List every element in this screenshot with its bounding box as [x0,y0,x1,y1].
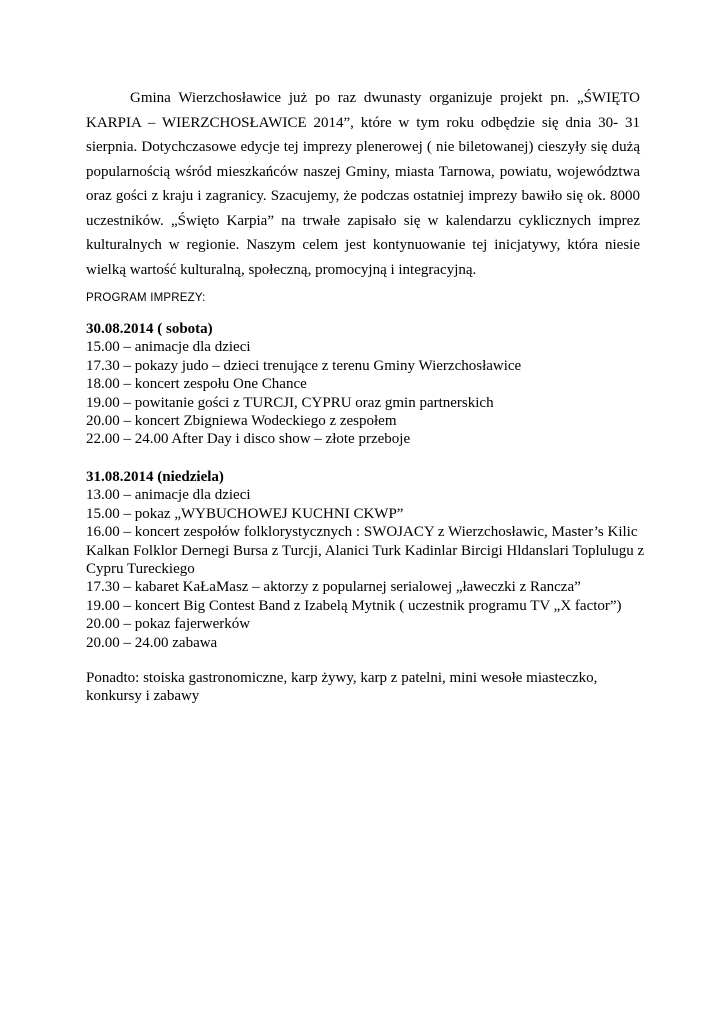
intro-paragraph: Gmina Wierzchosławice już po raz dwunasty organizuje projekt pn. „ŚWIĘTO KARPIA – WIERZCHOSŁAWICE 2014”, które w tym roku odbędzie się dnia 30- 31 sierpnia. Dotychczasowe edycje tej imprezy plenerowej ( nie biletowanej) cieszyły się dużą popularnością wśród mieszkańców naszej Gminy, miasta Tarnowa, powiatu, województwa oraz gości z kraju i zagranicy. Szacujemy, że podczas ostatniej imprezy bawiło się ok. 8000 uczestników. „Święto Karpia” na trwałe zapisało się w kalendarzu cyklicznych imprez kulturalnych w regionie. Naszym celem jest kontynuowanie tej inicjatywy, która niesie wielką wartość kulturalną, społeczną, promocyjną i integracyjną. [86,90,640,278]
day-title: 30.08.2014 ( sobota) [86,321,213,337]
extras-paragraph: Ponadto: stoiska gastronomiczne, karp żywy, karp z patelni, mini wesołe miasteczko, konkursy i zabawy [86,670,598,705]
program-line: 16.00 – koncert zespołów folklorystycznych : SWOJACY z Wierzchosławic, Master’s Kilic Kalkan Folklor Dernegi Bursa z Turcji, Alanici Turk Kadinlar Bircigi Hldanslari Toplulugu z Cypru Tureckiego [86,524,645,578]
program-line: 20.00 – pokaz fajerwerków [86,616,251,633]
program-line: 17.30 – kabaret KaŁaMasz – aktorzy z popularnej serialowej „ławeczki z Rancza” [86,579,581,596]
program-line: 20.00 – koncert Zbigniewa Wodeckiego z zespołem [86,413,397,430]
program-heading: PROGRAM IMPREZY: [86,292,206,304]
program-line: 22.00 – 24.00 After Day i disco show – złote przeboje [86,431,411,448]
program-line: 19.00 – powitanie gości z TURCJI, CYPRU oraz gmin partnerskich [86,394,494,411]
program-line: 13.00 – animacje dla dzieci [86,487,251,504]
program-line: 20.00 – 24.00 zabawa [86,634,218,651]
program-line: 15.00 – pokaz „WYBUCHOWEJ KUCHNI CKWP” [86,505,404,522]
program-line: 17.30 – pokazy judo – dzieci trenujące z terenu Gminy Wierzchosławice [86,357,522,374]
program-line: 19.00 – koncert Big Contest Band z Izabelą Mytnik ( uczestnik programu TV „X factor”) [86,597,622,614]
day-title: 31.08.2014 (niedziela) [86,469,224,485]
day-saturday-section [86,320,646,449]
intro-section [86,86,640,282]
program-line: 15.00 – animacje dla dzieci [86,339,251,356]
program-line: 18.00 – koncert zespołu One Chance [86,376,307,393]
day-sunday-section [86,468,646,652]
